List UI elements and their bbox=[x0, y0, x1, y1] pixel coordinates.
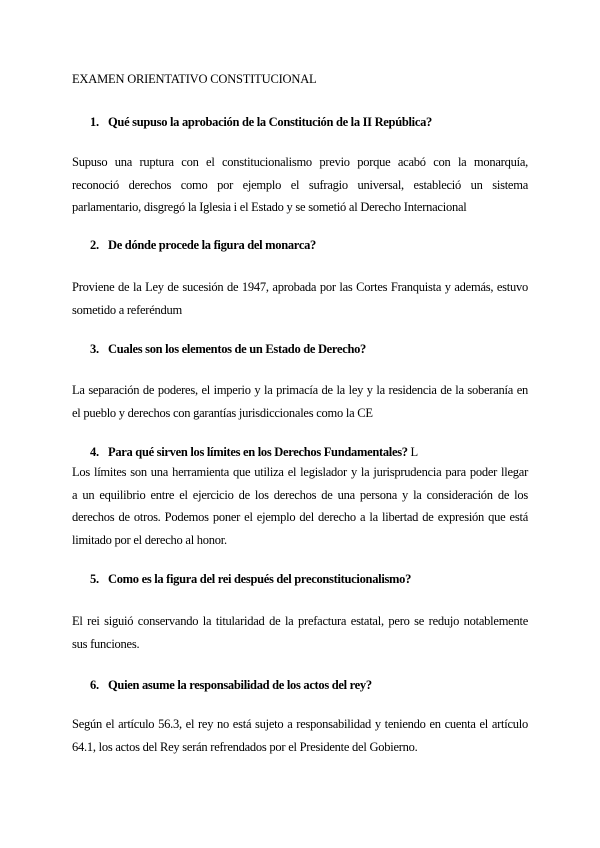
answer-line: Supuso una ruptura con el constitucionalismo previo porque acabó con la monarquía, bbox=[72, 155, 528, 169]
question-3 bbox=[90, 342, 366, 357]
answer-6 bbox=[72, 713, 528, 758]
question-5 bbox=[90, 572, 411, 587]
question-number: 4. bbox=[90, 445, 99, 459]
question-text: Como es la figura del rei después del preconstitucionalismo? bbox=[108, 572, 412, 586]
answer-line: La separación de poderes, el imperio y la primacía de la ley y la residencia de la soberanía en bbox=[72, 383, 528, 397]
question-number: 6. bbox=[90, 678, 99, 692]
question-2 bbox=[90, 238, 316, 253]
answer-4 bbox=[72, 461, 528, 551]
answer-line: Según el artículo 56.3, el rey no está sujeto a responsabilidad y teniendo en cuenta el artículo bbox=[72, 717, 528, 731]
answer-2 bbox=[72, 276, 528, 321]
answer-line: sus funciones. bbox=[72, 636, 140, 651]
question-suffix: L bbox=[407, 445, 418, 459]
answer-3 bbox=[72, 379, 528, 424]
question-text: Quien asume la responsabilidad de los actos del rey? bbox=[108, 678, 372, 692]
answer-line: El rei siguió conservando la titularidad de la prefactura estatal, pero se redujo notablemente bbox=[72, 614, 528, 628]
answer-1 bbox=[72, 151, 528, 219]
answer-line: parlamentario, disgregó la Iglesia i el Estado y se sometió al Derecho Internacional bbox=[72, 200, 467, 214]
question-text: De dónde procede la figura del monarca? bbox=[108, 238, 316, 252]
question-text: Para qué sirven los límites en los Derechos Fundamentales? bbox=[108, 445, 408, 459]
question-6 bbox=[90, 678, 372, 693]
answer-line: derechos de otros. Podemos poner el ejemplo del derecho a la libertad de expresión que está bbox=[72, 510, 528, 524]
question-number: 1. bbox=[90, 115, 99, 129]
question-number: 3. bbox=[90, 342, 99, 356]
answer-line: 64.1, los actos del Rey serán refrendados por el Presidente del Gobierno. bbox=[72, 739, 418, 754]
answer-5 bbox=[72, 610, 528, 655]
question-4 bbox=[90, 445, 418, 460]
question-text: Cuales son los elementos de un Estado de Derecho? bbox=[108, 342, 366, 356]
question-number: 2. bbox=[90, 238, 99, 252]
answer-line: el pueblo y derechos con garantías jurisdiccionales como la CE bbox=[72, 405, 373, 420]
answer-line: Los límites son una herramienta que utiliza el legislador y la jurisprudencia para poder llegar bbox=[72, 465, 528, 479]
answer-line: a un equilibrio entre el ejercicio de los derechos de una persona y la consideración de los bbox=[72, 487, 528, 502]
answer-line: limitado por el derecho al honor. bbox=[72, 532, 227, 547]
question-text: Qué supuso la aprobación de la Constitución de la II República? bbox=[108, 115, 432, 129]
answer-line: reconoció derechos como por ejemplo el sufragio universal, estableció un sistema bbox=[72, 177, 528, 192]
question-1 bbox=[90, 115, 432, 130]
answer-line: sometido a referéndum bbox=[72, 302, 182, 317]
document-title: EXAMEN ORIENTATIVO CONSTITUCIONAL bbox=[72, 72, 317, 86]
answer-line: Proviene de la Ley de sucesión de 1947, aprobada por las Cortes Franquista y además, estuvo bbox=[72, 280, 528, 294]
question-number: 5. bbox=[90, 572, 99, 586]
